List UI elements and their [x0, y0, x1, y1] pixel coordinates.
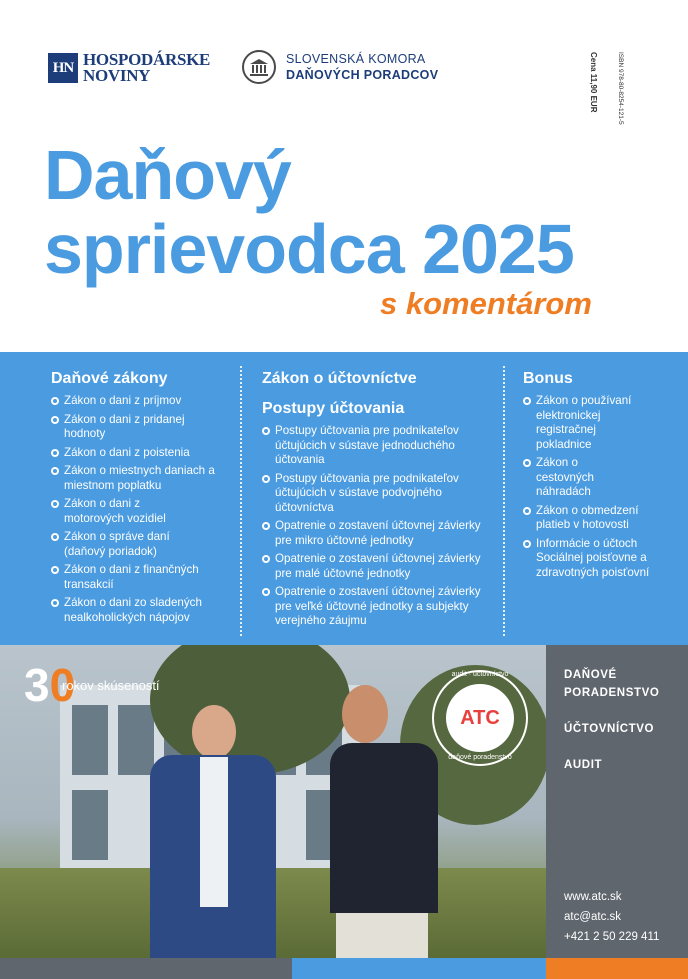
price-label: Cena 11,90 EUR: [589, 52, 598, 113]
komora-line1: SLOVENSKÁ KOMORA: [286, 52, 426, 66]
hospodarske-noviny-logo: [48, 52, 210, 84]
email-link[interactable]: atc@atc.sk: [564, 911, 622, 923]
columns-building-icon: [242, 50, 276, 84]
list-item: Postupy účtovania pre podnikateľov účtujúcich v sústave jednoduchého účtovania: [262, 424, 487, 468]
bullet-icon: [262, 522, 270, 530]
service-tax-1: DAŇOVÉ: [564, 669, 617, 681]
column-divider: [503, 366, 505, 636]
bullet-icon: [51, 533, 59, 541]
bullet-icon: [51, 500, 59, 508]
website-link[interactable]: www.atc.sk: [564, 891, 622, 903]
page-subtitle: s komentárom: [380, 286, 592, 321]
person-head: [342, 685, 388, 743]
column-bonus: [523, 370, 663, 584]
column-divider: [240, 366, 242, 636]
building-window: [72, 705, 108, 775]
list-item: Zákon o miestnych daniach a miestnom poplatku: [51, 464, 231, 493]
bottom-stripe-grey: [0, 958, 292, 979]
seal-bottom-text: daňové poradenstvo: [448, 754, 512, 761]
list-item: Zákon o správe daní (daňový poriadok): [51, 530, 199, 559]
bullet-icon: [262, 588, 270, 596]
column-subheading: Postupy účtovania: [262, 400, 405, 417]
list-item: Zákon o dani zo sladených nealkoholických nápojov: [51, 596, 224, 625]
bottom-color-bar: [0, 958, 688, 979]
service-audit: AUDIT: [564, 759, 603, 771]
experience-text: rokov skúseností: [62, 678, 160, 693]
building-window: [72, 790, 108, 860]
service-accounting: ÚČTOVNÍCTVO: [564, 723, 655, 735]
list-item: Zákon o dani z pridanej hodnoty: [51, 413, 194, 442]
title-line1: Daňový: [44, 136, 291, 214]
bonus-list: [523, 394, 663, 580]
bullet-icon: [51, 599, 59, 607]
bottom-stripe-orange: [546, 958, 688, 979]
law-list: [51, 394, 231, 625]
bullet-icon: [51, 566, 59, 574]
column-heading: Daňové zákony: [51, 370, 168, 387]
list-item: Informácie o účtoch Sociálnej poisťovne a zdravotných poisťovní: [523, 537, 651, 581]
title-line2: sprievodca 2025: [44, 210, 574, 288]
isbn-label: ISBN 978-80-8254-121-5: [617, 52, 624, 125]
bullet-icon: [51, 449, 59, 457]
isbn-price-block: [586, 52, 626, 142]
bottom-stripe-blue: [292, 958, 546, 979]
services-panel: [546, 645, 688, 958]
seal-center: [446, 684, 514, 752]
list-item: Postupy účtovania pre podnikateľov účtujúcich v sústave podvojného účtovníctva: [262, 472, 487, 516]
list-item: Zákon o obmedzení platieb v hotovosti: [523, 504, 658, 533]
person-shirt: [200, 757, 228, 907]
hn-logo-line2: NOVINY: [83, 66, 151, 85]
experience-badge: [24, 659, 160, 711]
years-digit-0: 0: [49, 659, 76, 711]
service-tax-2: PORADENSTVO: [564, 687, 660, 699]
person-shirt: [330, 743, 438, 913]
building-window: [118, 705, 154, 775]
column-heading: Zákon o účtovníctve: [262, 370, 417, 387]
bullet-icon: [262, 475, 270, 483]
years-digit-3: 3: [24, 659, 50, 711]
contents-band: [0, 352, 688, 645]
atc-seal-logo: [432, 670, 528, 766]
list-item: Zákon o dani z príjmov: [51, 394, 231, 409]
list-item: Zákon o používaní elektronickej registračnej pokladnice: [523, 394, 648, 452]
komora-logo: [242, 50, 438, 84]
list-item: Zákon o dani z finančných transakcií: [51, 563, 219, 592]
procedure-list: [262, 424, 487, 629]
list-item: Opatrenie o zostavení účtovnej závierky pre mikro účtovné jednotky: [262, 519, 487, 548]
person-trousers: [336, 913, 428, 958]
komora-line2: DAŇOVÝCH PORADCOV: [286, 68, 439, 82]
person-head: [192, 705, 236, 759]
bullet-icon: [523, 397, 531, 405]
seal-top-text: audit · účtovníctvo: [451, 671, 509, 678]
bullet-icon: [523, 459, 531, 467]
page-title: [44, 138, 574, 286]
list-item: Zákon o cestovných náhradách: [523, 456, 631, 500]
list-item: Opatrenie o zostavení účtovnej závierky pre veľké účtovné jednotky a subjekty verejného záujmu: [262, 585, 487, 629]
hn-logo-text: [83, 52, 210, 84]
seal-label: ATC: [460, 706, 500, 729]
bullet-icon: [262, 427, 270, 435]
komora-text: [286, 51, 438, 83]
hn-logo-line1: HOSPODÁRSKE: [83, 50, 211, 69]
bullet-icon: [523, 507, 531, 515]
list-item: Opatrenie o zostavení účtovnej závierky pre malé účtovné jednotky: [262, 552, 487, 581]
column-danove-zakony: [51, 370, 231, 629]
column-uctovnictvo: [262, 370, 487, 633]
column-heading: Bonus: [523, 370, 573, 387]
bullet-icon: [51, 467, 59, 475]
bullet-icon: [51, 397, 59, 405]
bullet-icon: [51, 416, 59, 424]
bullet-icon: [523, 540, 531, 548]
hn-logo-box: HN: [48, 53, 78, 83]
list-item: Zákon o dani z motorových vozidiel: [51, 497, 194, 526]
phone-number: +421 2 50 229 411: [564, 931, 660, 943]
bullet-icon: [262, 555, 270, 563]
list-item: Zákon o dani z poistenia: [51, 446, 231, 461]
